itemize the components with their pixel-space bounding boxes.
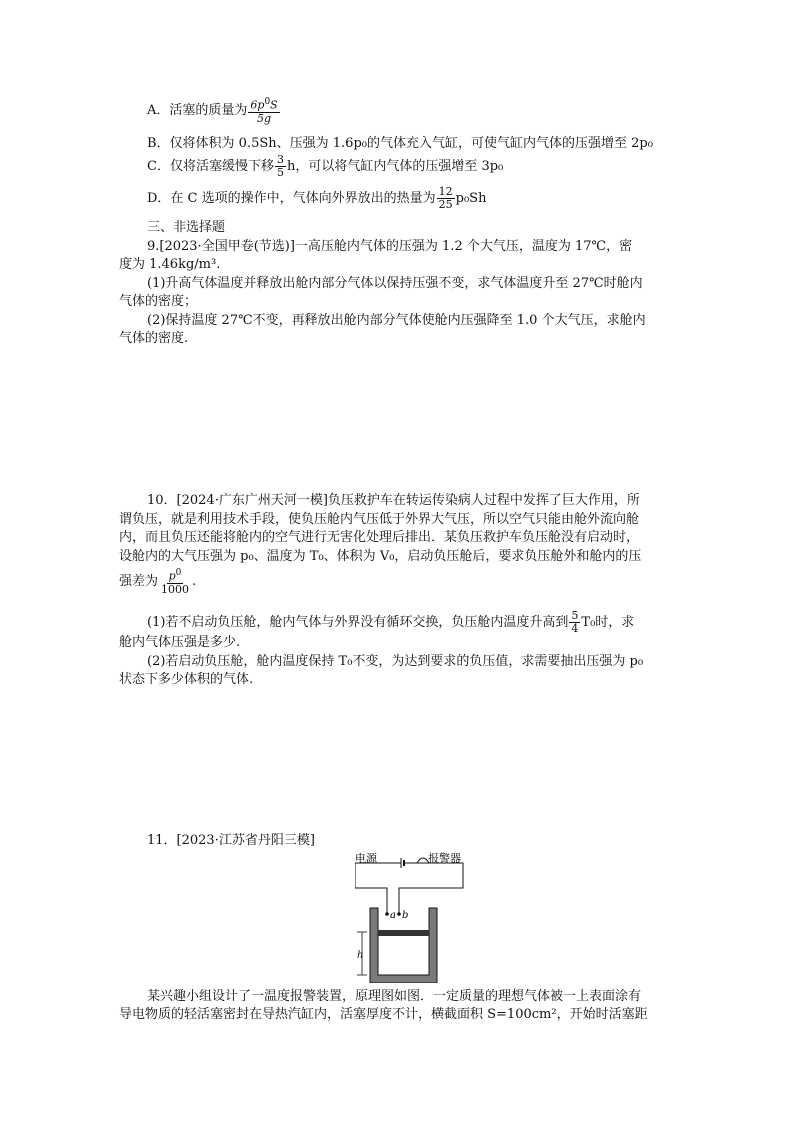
q11-line2: 导电物质的轻活塞密封在导热汽缸内，活塞厚度不计，横截面积 S=100cm²，开始时活塞距 — [119, 1007, 648, 1022]
option-a-fraction — [248, 96, 279, 125]
q10-sub1-post: T₀时，求 — [581, 615, 635, 630]
piston — [378, 930, 429, 936]
frac-num: 6p — [250, 98, 265, 112]
q9-sub2-line2: 气体的密度. — [119, 331, 189, 346]
frac-den: 5g — [257, 111, 272, 125]
frac-num: 12 — [438, 185, 453, 198]
q9-sub1-line1: (1)升高气体温度并释放出舱内部分气体以保持压强不变，求气体温度升至 27℃时舱内 — [147, 276, 643, 291]
frac-num-sup: 0 — [264, 97, 271, 107]
frac-num-sup: 0 — [175, 568, 182, 578]
option-b: B．仅将体积为 0.5Sh、压强为 1.6p₀的气体充入气缸，可使气缸内气体的压强增至 2p₀ — [147, 136, 653, 151]
frac-num: p — [168, 569, 176, 583]
option-a-text: A．活塞的质量为 — [147, 102, 248, 118]
frac-num: 5 — [571, 609, 579, 622]
frac-num-tail: S — [270, 98, 278, 112]
frac-num: 3 — [276, 153, 284, 166]
q9-sub2-line1: (2)保持温度 27℃不变，再释放出舱内部分气体使舱内压强降至 1.0 个大气压，求舱内 — [147, 313, 646, 328]
alarm-circuit-figure — [355, 848, 475, 983]
q10-line5-pre: 强差为 — [119, 573, 159, 589]
electrode-b — [397, 912, 401, 916]
q10-sub2-line2: 状态下多少体积的气体. — [119, 672, 254, 687]
option-d-pre: D．在 C 选项的操作中，气体向外界放出的热量为 — [147, 191, 436, 206]
q11-title: 11．[2023·江苏省丹阳三模] — [147, 833, 315, 848]
q10-line1: 10．[2024·广东广州天河一模]负压救护车在转运传染病人过程中发挥了巨大作用，所 — [147, 493, 640, 508]
q10-sub1-line2: 舱内气体压强是多少. — [119, 635, 241, 650]
alarm-label: 报警器 — [428, 852, 461, 865]
label-h: h — [357, 950, 364, 961]
option-c-fraction — [275, 154, 286, 179]
q10-sub1-fraction — [569, 610, 580, 635]
q10-line3: 内，而且负压还能将舱内的空气进行无害化处理后排出．某负压救护车负压舱没有启动时， — [119, 530, 640, 545]
option-d-post: p₀Sh — [455, 191, 487, 206]
q10-line5 — [119, 567, 196, 596]
option-d — [147, 186, 486, 211]
label-a: a — [390, 910, 396, 921]
q10-pressure-fraction — [159, 567, 191, 596]
q10-line2: 谓负压，就是利用技术手段，使负压舱内气压低于外界大气压，所以空气只能由舱外流向舱 — [119, 512, 640, 527]
option-c — [147, 154, 503, 179]
electrode-a — [385, 912, 389, 916]
label-b: b — [402, 910, 409, 921]
frac-den: 25 — [438, 198, 453, 211]
q9-line1: 9.[2023·全国甲卷(节选)]一高压舱内气体的压强为 1.2 个大气压，温度为 17℃，密 — [147, 239, 633, 254]
q10-sub2-line1: (2)若启动负压舱，舱内温度保持 T₀不变，为达到要求的负压值，求需要抽出压强为 p₀ — [147, 654, 644, 669]
q9-sub1-line2: 气体的密度； — [119, 294, 198, 309]
section-title: 三、非选择题 — [147, 220, 226, 235]
wire-left — [355, 863, 391, 913]
option-c-post: h，可以将气缸内气体的压强增至 3p₀ — [286, 159, 504, 174]
power-label: 电源 — [355, 852, 377, 865]
q10-sub1-line1 — [147, 610, 634, 635]
q10-line4: 设舱内的大气压强为 p₀、温度为 T₀、体积为 V₀，启动负压舱后，要求负压舱外和舱内的压 — [119, 549, 642, 564]
wire-right — [399, 863, 463, 913]
frac-den: 1000 — [161, 582, 190, 596]
q10-sub1-pre: (1)若不启动负压舱，舱内气体与外界没有循环交换，负压舱内温度升高到 — [147, 615, 569, 630]
frac-den: 5 — [276, 166, 284, 179]
q9-line2: 度为 1.46kg/m³. — [119, 257, 221, 272]
option-c-pre: C．仅将活塞缓慢下移 — [147, 159, 274, 174]
q11-line1: 某兴趣小组设计了一温度报警装置，原理图如图．一定质量的理想气体被一上表面涂有 — [147, 989, 642, 1004]
q10-line5-post: . — [192, 573, 197, 589]
frac-den: 4 — [571, 622, 579, 635]
option-d-fraction — [437, 186, 455, 211]
option-a — [147, 96, 281, 125]
